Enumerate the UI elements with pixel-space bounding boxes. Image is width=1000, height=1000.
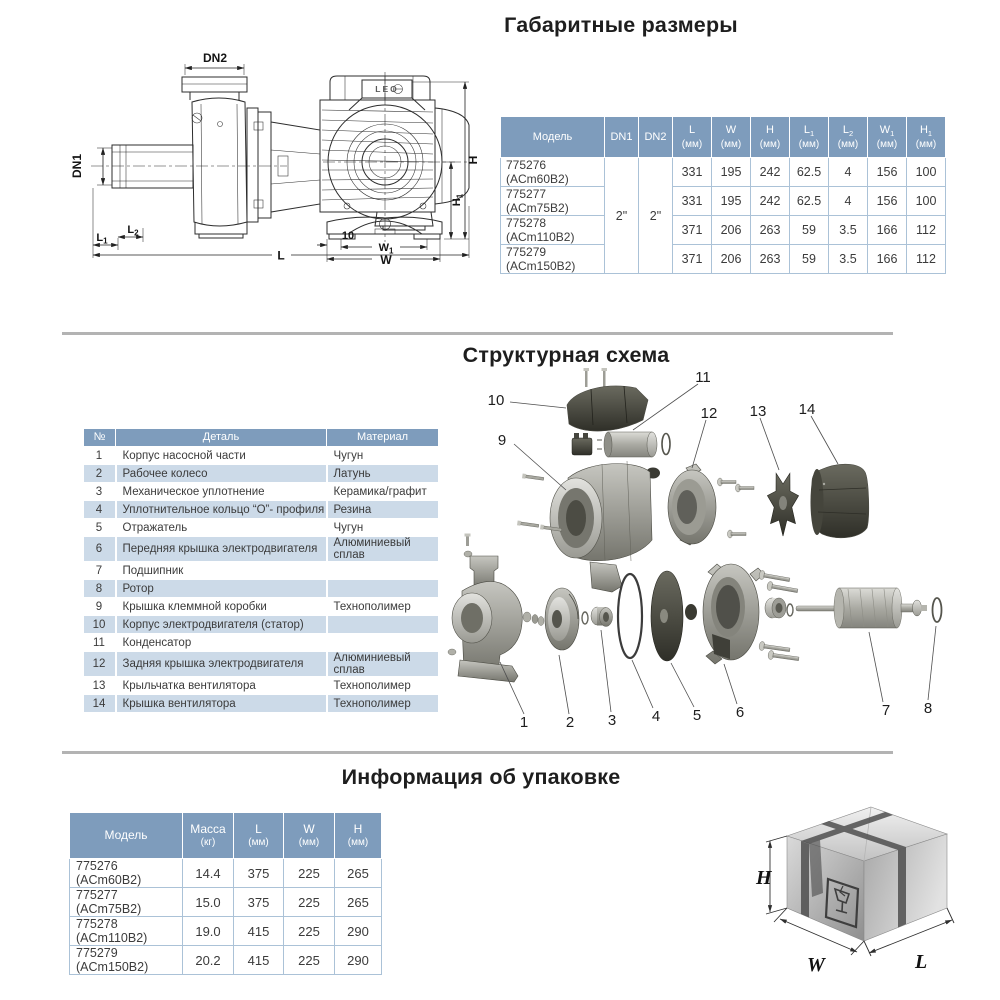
cell: 242 <box>751 187 790 216</box>
col-header-mass: Масса (кг) <box>183 813 234 859</box>
cell: Технополимер <box>327 677 439 695</box>
cell: 331 <box>673 158 712 187</box>
col-header-L2: $L_2$ (мм) <box>829 117 868 158</box>
callout-13: 13 <box>749 403 767 420</box>
cell: 156 <box>868 158 907 187</box>
cell: Подшипник <box>116 562 327 580</box>
cell: Конденсатор <box>116 634 327 652</box>
cell: Крыльчатка вентилятора <box>116 677 327 695</box>
cell: Задняя крышка электродвигателя <box>116 652 327 677</box>
col-header-number: № <box>84 429 116 447</box>
model-cell: 775279 (ACm150B2) <box>70 946 183 975</box>
table-row <box>70 888 382 917</box>
cell: 371 <box>673 245 712 274</box>
cell: 263 <box>751 216 790 245</box>
cell <box>327 616 439 634</box>
cell: 19.0 <box>183 917 234 946</box>
cell: Корпус насосной части <box>116 447 327 465</box>
cell: Керамика/графит <box>327 483 439 501</box>
pump-side-view <box>70 51 469 263</box>
cell: 195 <box>712 158 751 187</box>
callout-12: 12 <box>700 405 718 422</box>
cell: 263 <box>751 245 790 274</box>
col-header-W: W (мм) <box>712 117 751 158</box>
dim-label-w: W <box>380 253 392 267</box>
cell: 156 <box>868 187 907 216</box>
cell: 3.5 <box>829 245 868 274</box>
table-row <box>70 917 382 946</box>
table-row <box>84 519 439 537</box>
cell: 242 <box>751 158 790 187</box>
callout-11: 11 <box>695 369 711 386</box>
cell: 195 <box>712 187 751 216</box>
table-row <box>501 216 946 245</box>
col-header-model: Модель <box>70 813 183 859</box>
cell: Алюминиевый сплав <box>327 652 439 677</box>
cell: 3.5 <box>829 216 868 245</box>
callout-1: 1 <box>519 714 529 731</box>
table-row <box>84 652 439 677</box>
model-cell: 775276 (ACm60B2) <box>70 859 183 888</box>
pump-exploded-diagram <box>440 360 965 745</box>
part-impeller-nuts <box>523 612 544 626</box>
cell: Механическое уплотнение <box>116 483 327 501</box>
cell: Корпус электродвигателя (статор) <box>116 616 327 634</box>
model-cell: 775279 (ACm150B2) <box>501 245 605 274</box>
col-header-material: Материал <box>327 429 439 447</box>
part-pump-casing <box>448 556 522 682</box>
box-label-h: H <box>756 867 772 889</box>
col-header-part: Деталь <box>116 429 327 447</box>
cell: 206 <box>712 216 751 245</box>
cell <box>327 562 439 580</box>
cell: Крышка вентилятора <box>116 695 327 713</box>
table-row <box>84 598 439 616</box>
model-cell: 775277 (ACm75B2) <box>70 888 183 917</box>
pump-front-view <box>317 72 480 267</box>
part-stator-housing <box>550 461 652 592</box>
cell: 20.2 <box>183 946 234 975</box>
callout-6: 6 <box>735 704 745 721</box>
cell: 265 <box>335 859 382 888</box>
part-deflector-disc <box>651 571 697 661</box>
table-row <box>70 859 382 888</box>
table-row <box>84 483 439 501</box>
part-front-motor-cover <box>703 564 764 664</box>
cell: 166 <box>868 245 907 274</box>
dn1-value-cell: 2" <box>605 158 639 274</box>
cell: 6 <box>84 537 116 562</box>
cell: Уплотнительное кольцо “О”- профиля <box>116 501 327 519</box>
model-cell: 775278 (ACm110B2) <box>70 917 183 946</box>
part-stator-screws <box>464 474 562 557</box>
cell: 371 <box>673 216 712 245</box>
cell: 331 <box>673 187 712 216</box>
table-row <box>84 562 439 580</box>
packaging-table <box>69 812 382 975</box>
dim-label-dn2: DN2 <box>202 51 228 65</box>
leo-logo: LEO <box>375 84 399 94</box>
col-header-H1: $H_1$ (мм) <box>907 117 946 158</box>
callout-5: 5 <box>692 707 702 724</box>
cell: 1 <box>84 447 116 465</box>
cell: 265 <box>335 888 382 917</box>
col-header-model: Модель <box>501 117 605 158</box>
dim-label-l1: $L_1$ <box>96 232 108 246</box>
callout-3: 3 <box>607 712 617 729</box>
cell: 5 <box>84 519 116 537</box>
callout-4: 4 <box>651 708 661 725</box>
col-header-W: W (мм) <box>284 813 335 859</box>
table-row <box>84 634 439 652</box>
dim-label-dn1: DN1 <box>70 153 84 179</box>
dim-label-h1: $H_1$ <box>451 193 465 207</box>
dim-label-l: L <box>277 248 285 263</box>
table-header-row <box>84 429 439 447</box>
model-cell: 775276 (ACm60B2) <box>501 158 605 187</box>
col-header-H: H (мм) <box>751 117 790 158</box>
cell: 11 <box>84 634 116 652</box>
part-small-o-ring <box>662 434 670 455</box>
cell: 100 <box>907 158 946 187</box>
table-row <box>84 447 439 465</box>
cell: 415 <box>234 946 284 975</box>
cell: Отражатель <box>116 519 327 537</box>
cell: Крышка клеммной коробки <box>116 598 327 616</box>
part-capacitor <box>597 432 657 457</box>
cell: 290 <box>335 946 382 975</box>
pump-dimension-drawing <box>45 38 495 278</box>
cell: 225 <box>284 888 335 917</box>
part-retaining-ring <box>933 598 942 622</box>
table-row <box>84 616 439 634</box>
part-rotor <box>796 588 927 628</box>
col-header-W1: $W_1$ (мм) <box>868 117 907 158</box>
col-header-H: H (мм) <box>335 813 382 859</box>
dim-label-w1: $W_1$ <box>378 242 394 256</box>
table-row <box>84 677 439 695</box>
cell: 59 <box>790 216 829 245</box>
cell <box>327 580 439 598</box>
model-cell: 775278 (ACm110B2) <box>501 216 605 245</box>
callout-9: 9 <box>497 432 507 449</box>
cell: 206 <box>712 245 751 274</box>
cell: 290 <box>335 917 382 946</box>
cell: 59 <box>790 245 829 274</box>
cell: Технополимер <box>327 695 439 713</box>
callout-10: 10 <box>487 392 505 409</box>
cell: 12 <box>84 652 116 677</box>
cell: 4 <box>84 501 116 519</box>
part-bearing <box>765 598 793 618</box>
table-row <box>84 695 439 713</box>
dim-label-offset: 10 <box>341 230 355 242</box>
cell: 8 <box>84 580 116 598</box>
box-label-w: W <box>807 954 825 976</box>
table-row <box>501 245 946 274</box>
cell: Передняя крышка электродвигателя <box>116 537 327 562</box>
part-terminal-box-cover <box>567 386 648 431</box>
part-terminal-block <box>572 433 592 455</box>
cell: 15.0 <box>183 888 234 917</box>
box-label-l: L <box>915 951 928 973</box>
parts-materials-table <box>83 428 440 712</box>
section-title-dimensions: Габаритные размеры <box>504 13 738 37</box>
cell: Резина <box>327 501 439 519</box>
cell: 225 <box>284 859 335 888</box>
part-fan-cover <box>811 464 869 538</box>
model-cell: 775277 (ACm75B2) <box>501 187 605 216</box>
cell: 375 <box>234 859 284 888</box>
table-row <box>84 501 439 519</box>
cell: Алюминиевый сплав <box>327 537 439 562</box>
cell: Рабочее колесо <box>116 465 327 483</box>
packaging-box-drawing <box>750 783 995 988</box>
callout-2: 2 <box>565 714 575 731</box>
table-row <box>84 465 439 483</box>
cell: 2 <box>84 465 116 483</box>
cell: 62.5 <box>790 187 829 216</box>
part-impeller <box>545 588 588 650</box>
cell: 100 <box>907 187 946 216</box>
cell: Ротор <box>116 580 327 598</box>
cell: 4 <box>829 187 868 216</box>
cell: 415 <box>234 917 284 946</box>
col-header-dn1: DN1 <box>605 117 639 158</box>
table-row <box>84 580 439 598</box>
table-header-row <box>501 117 946 158</box>
cell: 14.4 <box>183 859 234 888</box>
part-rear-motor-cover <box>668 464 716 545</box>
cell: 14 <box>84 695 116 713</box>
cell: Латунь <box>327 465 439 483</box>
col-header-dn2: DN2 <box>639 117 673 158</box>
section-divider <box>62 751 893 754</box>
table-row <box>84 537 439 562</box>
dimensions-table <box>500 116 946 274</box>
cell: 4 <box>829 158 868 187</box>
part-mechanical-seal <box>591 607 613 627</box>
cell: 166 <box>868 216 907 245</box>
cell: 7 <box>84 562 116 580</box>
cell: Чугун <box>327 447 439 465</box>
cell <box>327 634 439 652</box>
dim-label-l2: $L_2$ <box>127 224 139 238</box>
cardboard-box <box>787 807 947 941</box>
col-header-L1: $L_1$ (мм) <box>790 117 829 158</box>
dim-label-h: H <box>466 155 480 165</box>
col-header-L: L (мм) <box>234 813 284 859</box>
cell: 9 <box>84 598 116 616</box>
section-divider <box>62 332 893 335</box>
callout-14: 14 <box>798 401 816 418</box>
section-title-packaging: Информация об упаковке <box>341 765 621 789</box>
part-motor-bolts <box>718 478 755 538</box>
cell: 62.5 <box>790 158 829 187</box>
col-header-L: L (мм) <box>673 117 712 158</box>
cell: 225 <box>284 917 335 946</box>
cell: 10 <box>84 616 116 634</box>
cell: Технополимер <box>327 598 439 616</box>
callout-7: 7 <box>881 702 891 719</box>
cell: 13 <box>84 677 116 695</box>
cell: 225 <box>284 946 335 975</box>
cell: 112 <box>907 216 946 245</box>
table-row <box>501 158 946 187</box>
cell: 375 <box>234 888 284 917</box>
cell: 112 <box>907 245 946 274</box>
table-header-row <box>70 813 382 859</box>
dn2-value-cell: 2" <box>639 158 673 274</box>
section-title-structure: Структурная схема <box>462 343 670 367</box>
cell: Чугун <box>327 519 439 537</box>
cell: 3 <box>84 483 116 501</box>
part-o-ring <box>618 574 642 658</box>
callout-8: 8 <box>923 700 933 717</box>
part-fan-impeller <box>767 473 798 536</box>
part-terminal-cover-screws <box>584 368 608 387</box>
table-row <box>70 946 382 975</box>
table-row <box>501 187 946 216</box>
